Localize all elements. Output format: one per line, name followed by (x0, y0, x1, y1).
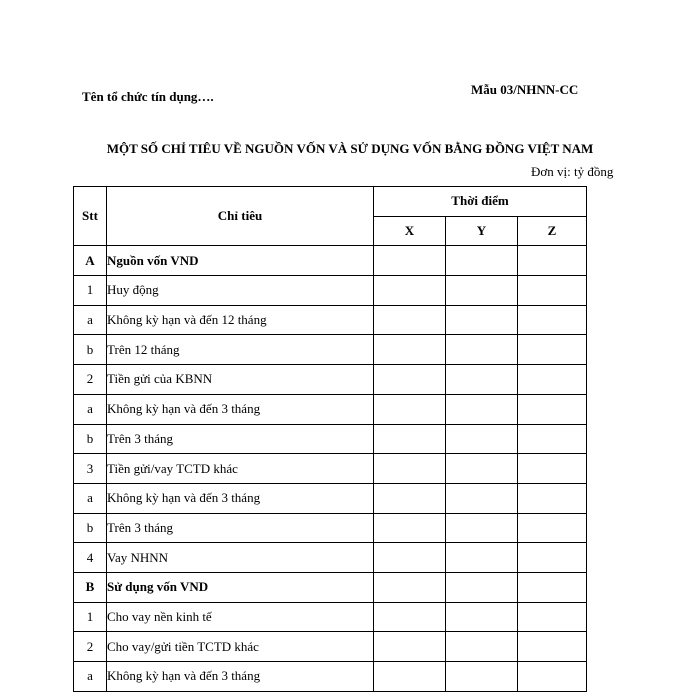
value-cell (518, 483, 587, 513)
value-cell (446, 513, 518, 543)
row-stt: A (74, 246, 107, 276)
table-row (74, 602, 587, 632)
value-cell (374, 305, 446, 335)
row-stt: 2 (74, 365, 107, 395)
value-cell (518, 632, 587, 662)
row-indicator: Vay NHNN (107, 543, 374, 573)
value-cell (518, 454, 587, 484)
row-indicator: Không kỳ hạn và đến 3 tháng (107, 662, 374, 692)
row-indicator: Cho vay/gửi tiền TCTD khác (107, 632, 374, 662)
header-period-x: X (374, 216, 446, 246)
table-row (74, 246, 587, 276)
value-cell (446, 246, 518, 276)
row-indicator: Không kỳ hạn và đến 3 tháng (107, 394, 374, 424)
table-row (74, 424, 587, 454)
row-indicator: Tiền gửi của KBNN (107, 365, 374, 395)
row-indicator: Trên 3 tháng (107, 513, 374, 543)
value-cell (518, 305, 587, 335)
table-row (74, 454, 587, 484)
row-stt: 2 (74, 632, 107, 662)
row-stt: 1 (74, 602, 107, 632)
value-cell (446, 602, 518, 632)
value-cell (374, 513, 446, 543)
row-indicator: Nguồn vốn VND (107, 246, 374, 276)
organization-label: Tên tổ chức tín dụng…. (82, 89, 214, 104)
row-indicator: Không kỳ hạn và đến 3 tháng (107, 483, 374, 513)
value-cell (446, 483, 518, 513)
value-cell (518, 513, 587, 543)
value-cell (518, 335, 587, 365)
value-cell (446, 424, 518, 454)
table-row (74, 335, 587, 365)
table-row (74, 394, 587, 424)
value-cell (374, 483, 446, 513)
row-stt: a (74, 394, 107, 424)
value-cell (374, 365, 446, 395)
row-stt: b (74, 424, 107, 454)
value-cell (374, 276, 446, 306)
row-stt: b (74, 335, 107, 365)
table-row (74, 572, 587, 602)
table-row (74, 662, 587, 692)
table-row (74, 365, 587, 395)
table-row (74, 632, 587, 662)
row-stt: B (74, 572, 107, 602)
value-cell (374, 424, 446, 454)
value-cell (374, 454, 446, 484)
value-cell (518, 276, 587, 306)
row-stt: 4 (74, 543, 107, 573)
value-cell (518, 602, 587, 632)
row-stt: a (74, 305, 107, 335)
value-cell (374, 572, 446, 602)
value-cell (374, 394, 446, 424)
row-stt: a (74, 662, 107, 692)
row-indicator: Không kỳ hạn và đến 12 tháng (107, 305, 374, 335)
value-cell (446, 305, 518, 335)
row-stt: b (74, 513, 107, 543)
value-cell (518, 662, 587, 692)
value-cell (518, 246, 587, 276)
value-cell (374, 602, 446, 632)
value-cell (518, 394, 587, 424)
table-row (74, 276, 587, 306)
table-row (74, 543, 587, 573)
header-time: Thời điểm (374, 187, 587, 217)
table-row (74, 305, 587, 335)
value-cell (374, 662, 446, 692)
value-cell (446, 454, 518, 484)
header-stt: Stt (74, 187, 107, 246)
form-code: Mẫu 03/NHNN-CC (471, 82, 579, 97)
row-indicator: Sử dụng vốn VND (107, 572, 374, 602)
row-stt: 3 (74, 454, 107, 484)
unit-label: Đơn vị: tỷ đồng (531, 164, 614, 179)
header-period-z: Z (518, 216, 587, 246)
value-cell (374, 543, 446, 573)
value-cell (518, 424, 587, 454)
value-cell (374, 246, 446, 276)
value-cell (446, 572, 518, 602)
header-period-y: Y (446, 216, 518, 246)
value-cell (446, 394, 518, 424)
indicator-table (73, 186, 587, 692)
value-cell (446, 335, 518, 365)
table-row (74, 513, 587, 543)
row-indicator: Huy động (107, 276, 374, 306)
header-indicator: Chỉ tiêu (107, 187, 374, 246)
row-stt: 1 (74, 276, 107, 306)
value-cell (374, 335, 446, 365)
row-indicator: Cho vay nền kinh tế (107, 602, 374, 632)
value-cell (446, 632, 518, 662)
value-cell (446, 543, 518, 573)
row-indicator: Trên 3 tháng (107, 424, 374, 454)
row-stt: a (74, 483, 107, 513)
value-cell (518, 543, 587, 573)
row-indicator: Tiền gửi/vay TCTD khác (107, 454, 374, 484)
row-indicator: Trên 12 tháng (107, 335, 374, 365)
value-cell (446, 662, 518, 692)
value-cell (446, 365, 518, 395)
value-cell (518, 365, 587, 395)
document-title: MỘT SỐ CHỈ TIÊU VỀ NGUỒN VỐN VÀ SỬ DỤNG VỐN BẰNG ĐỒNG VIỆT NAM (106, 141, 594, 156)
value-cell (446, 276, 518, 306)
value-cell (374, 632, 446, 662)
table-row (74, 483, 587, 513)
value-cell (518, 572, 587, 602)
